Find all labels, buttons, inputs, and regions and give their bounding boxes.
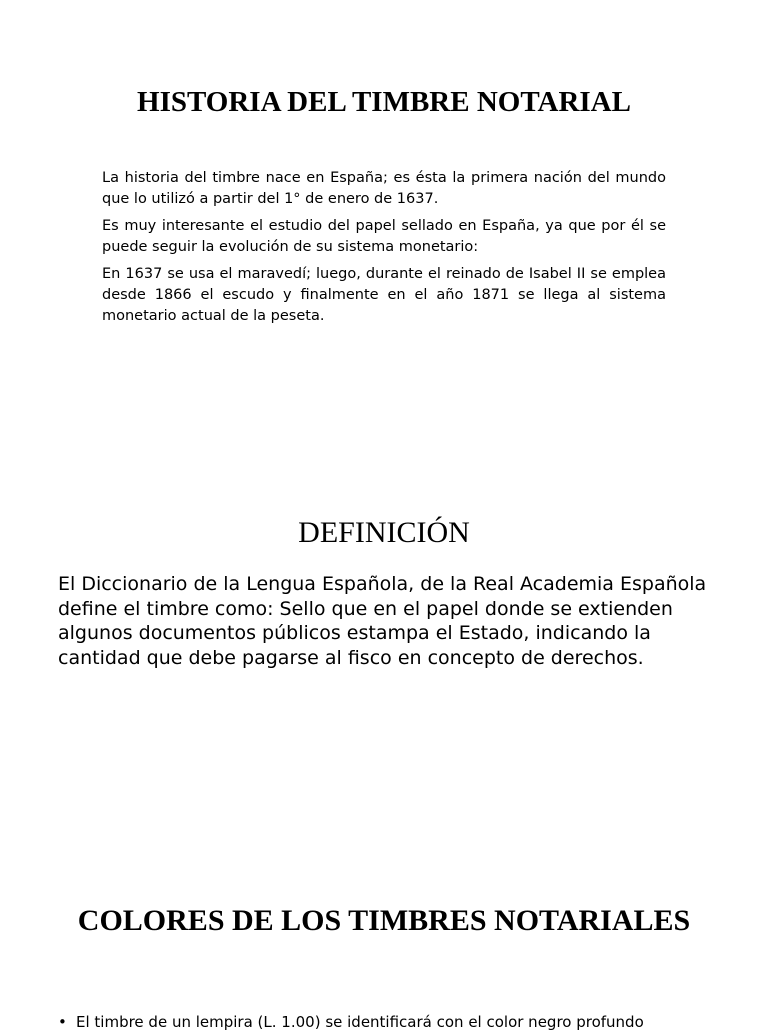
- historia-body: [102, 168, 666, 333]
- colores-bullet-text: El timbre de un lempira (L. 1.00) se identificará con el color negro profundo: [76, 1013, 644, 1031]
- bullet-icon: •: [58, 1013, 67, 1031]
- colores-title: COLORES DE LOS TIMBRES NOTARIALES: [77, 904, 691, 937]
- historia-paragraph: En 1637 se usa el maravedí; luego, durante el reinado de Isabel II se emplea desde 1866 el escudo y finalmente en el año 1871 se llega al sistema monetario actual de la peseta.: [102, 266, 666, 324]
- definicion-text: El Diccionario de la Lengua Española, de la Real Academia Española define el timbre como: Sello que en el papel donde se extienden algunos documentos públicos estampa el Estado, indicando la cantidad que debe pagarse al fisco en concepto de derechos.: [58, 573, 707, 669]
- historia-paragraph: Es muy interesante el estudio del papel sellado en España, ya que por él se puede seguir la evolución de su sistema monetario:: [102, 218, 666, 255]
- historia-title: HISTORIA DEL TIMBRE NOTARIAL: [137, 86, 631, 118]
- slide-definicion: [0, 470, 768, 870]
- list-item: [58, 1012, 718, 1032]
- slide-colores: [0, 870, 768, 1031]
- colores-list: [58, 1012, 718, 1032]
- historia-paragraph: La historia del timbre nace en España; es ésta la primera nación del mundo que lo utilizó a partir del 1° de enero de 1637.: [102, 170, 666, 207]
- slide-historia: [0, 0, 768, 470]
- definicion-title: DEFINICIÓN: [298, 516, 470, 549]
